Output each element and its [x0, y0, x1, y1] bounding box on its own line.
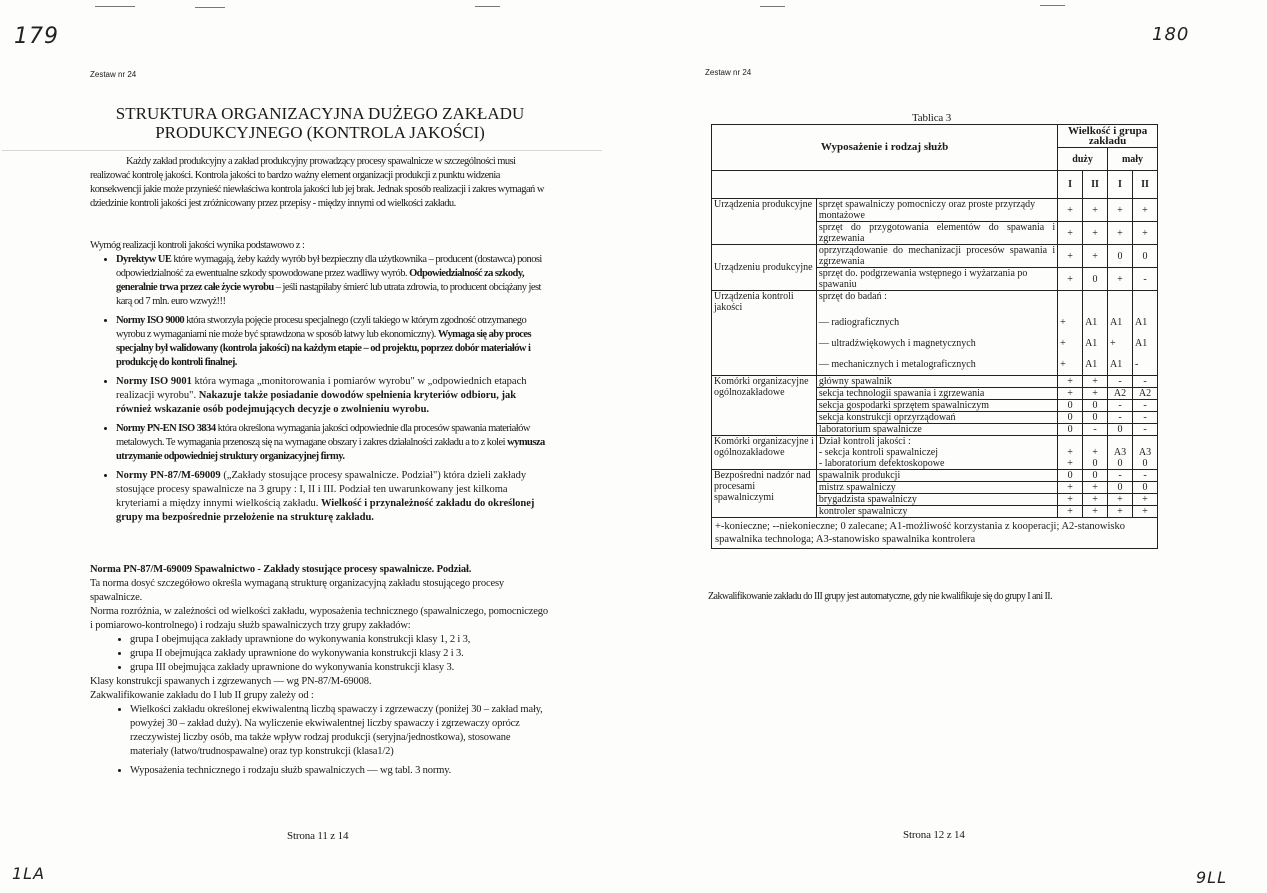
row-item: sprzęt spawalniczy pomocniczy oraz proste przyrządy montażowe — [816, 199, 1057, 222]
row-value: 0 — [1083, 411, 1108, 423]
title-line-2: PRODUKCYJNEGO (KONTROLA JAKOŚCI) — [155, 123, 485, 142]
row-value: - — [1132, 411, 1157, 423]
group-item: • grupa III obejmująca zakłady uprawnione do wykonywania konstrukcji klasy 3. — [130, 661, 552, 675]
row-value: - — [1132, 399, 1157, 411]
table-header-group: II — [1083, 171, 1108, 199]
scan-artifact — [2, 150, 602, 151]
row-value: + — [1132, 505, 1157, 517]
norma-heading: Norma PN-87/M-69009 Spawalnictwo - Zakłady stosujące procesy spawalnicze. Podział. — [90, 564, 472, 575]
row-item: sekcja technologii spawania i zgrzewania — [816, 387, 1057, 399]
row-value: 0 — [1058, 469, 1083, 481]
row-value: + — [1132, 493, 1157, 505]
row-item: sekcja konstrukcji oprzyrządowań — [816, 411, 1057, 423]
row-value: + — [1108, 268, 1133, 291]
bullet-pn-87-m-69009: • Normy PN-87/M-69009 („Zakłady stosujące procesy spawalnicze. Podział") która dzieli zakłady stosujące procesy spawalnicze na 3 grupy : I, II i III. Podział ten uwarunkowany jest kilkoma kryteriami a między innymi wielkością zakładu. Wielkość i przynależność zakładu do określonej grupy ma bezpośrednie przełożenie na strukturę zakładu. — [116, 469, 552, 525]
norma-paragraph-2: Norma rozróżnia, w zależności od wielkości zakładu, wyposażenia technicznego (spawalniczego, pomocniczego i pomiarowo-kontrolnego) i rodzaju służb spawalniczych trzy grupy zakładów: — [90, 606, 549, 631]
row-value: - — [1083, 423, 1108, 435]
row-value: + — [1083, 199, 1108, 222]
row-value: + — [1083, 493, 1108, 505]
row-value: + — [1132, 199, 1157, 222]
criteria-list — [90, 703, 552, 778]
table-legend: +-konieczne; --niekonieczne; 0 zalecane; A1-możliwość korzystania z kooperacji; A2-stanowisko spawalnika technologa; A3-stanowisko spawalnika kontrolera — [712, 517, 1158, 548]
row-item: sprzęt do przygotowania elementów do spawania i zgrzewania — [816, 222, 1057, 245]
row-value: - — [1132, 268, 1157, 291]
row-value: + — [1058, 268, 1083, 291]
row-value: A1 — [1132, 333, 1157, 354]
table-header-blank — [712, 171, 1058, 199]
bullet-dyrektywy: • Dyrektyw UE które wymagają, żeby każdy wyrób był bezpieczny dla użytkownika – producent (dostawca) ponosi odpowiedzialność za ewentualne szkody spowodowane przez wadliwy wyrób. Odpowiedzialność za szkody, generalnie trwa przez całe życie wyrobu – jeśli nastąpiłaby śmierć lub utrata zdrowia, to producent obciążany jest karą od 7 mln. euro wzwyż!!! — [116, 253, 552, 309]
row-value: - — [1132, 354, 1157, 375]
row-value — [1132, 291, 1157, 313]
row-value: A2 — [1108, 387, 1133, 399]
group-item: • grupa I obejmująca zakłady uprawnione do wykonywania konstrukcji klasy 1, 2 i 3, — [130, 633, 552, 647]
row-item: — ultradźwiękowych i magnetycznych — [816, 333, 1057, 354]
row-value: A1 — [1083, 333, 1108, 354]
row-item: sprzęt do. podgrzewania wstępnego i wyżarzania po spawaniu — [816, 268, 1057, 291]
row-value: + — [1108, 505, 1133, 517]
row-value: A1 — [1083, 354, 1108, 375]
row-value: A1 — [1108, 312, 1133, 333]
row-value: + + — [1058, 435, 1083, 469]
row-value — [1108, 291, 1133, 313]
row-value: + — [1132, 222, 1157, 245]
criteria-item: • Wielkości zakładu określonej ekwiwalentną liczbą spawaczy i zgrzewaczy (poniżej 30 – zakład mały, powyżej 30 – zakład duży). Na wyliczenie ekwiwalentnej liczby spawaczy i zgrzewaczy oprócz rzeczywistej liczby osób, ma także wpływ rodzaj produkcji (seryjna/jednostkowa), stosowane materiały (łatwo/trudnospawalne) oraz typ konstrukcji (klasa1/2) — [130, 703, 548, 759]
row-value: 0 — [1108, 481, 1133, 493]
row-value: + — [1083, 505, 1108, 517]
row-value: + — [1058, 312, 1083, 333]
title-line-1: STRUKTURA ORGANIZACYJNA DUŻEGO ZAKŁADU — [115, 104, 525, 123]
row-item: brygadzista spawalniczy — [816, 493, 1057, 505]
row-value: + — [1058, 481, 1083, 493]
row-value: + — [1083, 222, 1108, 245]
table-header-duzy: duży — [1058, 148, 1108, 171]
norma-section — [90, 563, 552, 778]
row-item: Dział kontroli jakości : - sekcja kontroli spawalniczej - laboratorium defektoskopowe — [816, 435, 1057, 469]
page-number-left: 179 — [14, 24, 59, 49]
table-header-maly: mały — [1108, 148, 1158, 171]
page-number-right: 180 — [1152, 24, 1190, 45]
row-value: - — [1108, 375, 1133, 387]
document-title — [90, 104, 550, 142]
row-value: A1 — [1083, 312, 1108, 333]
norma-paragraph-1: Ta norma dosyć szczegółowo określa wymaganą strukturę organizacyjną zakładu stosującego procesy spawalnicze. — [90, 578, 504, 603]
row-item: spawalnik produkcji — [816, 469, 1057, 481]
row-value: 0 — [1108, 245, 1133, 268]
table-caption: Tablica 3 — [912, 112, 952, 124]
row-value: + — [1108, 493, 1133, 505]
row-value: + — [1108, 333, 1133, 354]
requirements-lead: Wymóg realizacji kontroli jakości wynika podstawowo z : — [90, 240, 305, 251]
row-category: Urządzeniu produkcyjne — [712, 245, 817, 291]
row-value: + — [1083, 375, 1108, 387]
row-item: kontroler spawalniczy — [816, 505, 1057, 517]
row-value: 0 — [1058, 411, 1083, 423]
row-category: Komórki organizacyjne i ogólnozakładowe — [712, 435, 817, 469]
row-item: oprzyrządowanie do mechanizacji procesów spawania i zgrzewania — [816, 245, 1057, 268]
table-row — [712, 435, 1158, 469]
table-header-group: I — [1108, 171, 1133, 199]
criteria-item: • Wyposażenia technicznego i rodzaju służb spawalniczych — wg tabl. 3 normy. — [130, 764, 548, 778]
row-value: 0 — [1083, 469, 1108, 481]
scan-artifact — [760, 6, 785, 7]
row-value: 0 — [1058, 423, 1083, 435]
row-item: sekcja gospodarki sprzętem spawalniczym — [816, 399, 1057, 411]
table-row — [712, 291, 1158, 313]
table-legend-row — [712, 517, 1158, 548]
row-value: + — [1058, 245, 1083, 268]
right-page-header: Zestaw nr 24 — [705, 68, 752, 77]
row-value: - — [1108, 411, 1133, 423]
row-value: 0 — [1132, 245, 1157, 268]
row-value: + — [1058, 505, 1083, 517]
row-category: Komórki organizacyjne ogólnozakładowe — [712, 375, 817, 435]
row-value: - — [1108, 399, 1133, 411]
table-header-group: II — [1132, 171, 1157, 199]
qualification-line: Zakwalifikowanie zakładu do I lub II grupy zależy od : — [90, 690, 314, 701]
row-item: — mechanicznych i metalograficznych — [816, 354, 1057, 375]
qualification-note: Zakwalifikowanie zakładu do III grupy jest automatyczne, gdy nie kwalifikuje się do grupy I ani II. — [708, 591, 1053, 602]
row-value: A3 0 — [1132, 435, 1157, 469]
equipment-table — [711, 124, 1158, 549]
row-value: + — [1058, 375, 1083, 387]
row-category: Urządzenia kontroli jakości — [712, 291, 817, 376]
row-item: — radiograficznych — [816, 312, 1057, 333]
scan-artifact — [1040, 5, 1065, 6]
row-value: + — [1058, 493, 1083, 505]
row-category: Bezpośredni nadzór nad procesami spawalniczymi — [712, 469, 817, 517]
bottom-right-mark: 9LL — [1196, 868, 1228, 887]
row-value: 0 — [1083, 268, 1108, 291]
groups-list — [90, 633, 552, 675]
row-value: 0 — [1058, 399, 1083, 411]
table-row — [712, 199, 1158, 222]
row-value: - — [1108, 469, 1133, 481]
row-item: laboratorium spawalnicze — [816, 423, 1057, 435]
intro-paragraph: Każdy zakład produkcyjny a zakład produkcyjny prowadzący procesy spawalnicze w szczególności musi realizować kontrolę jakości. Kontrola jakości to bardzo ważny element organizacji produkcji z punktu widzenia konsekwencji jakie może przynieść niewłaściwa kontrola jakości lub jej brak. Jednak sposób realizacji i zakres wymagań w dziedzinie kontroli jakości jest zróżnicowany przez przepisy - między innymi od wielkości zakładu. — [90, 156, 544, 209]
table-header-group: I — [1058, 171, 1083, 199]
row-value: - — [1132, 469, 1157, 481]
row-value — [1083, 291, 1108, 313]
row-value: - — [1132, 423, 1157, 435]
left-page-header: Zestaw nr 24 — [90, 70, 137, 79]
row-value: + — [1083, 387, 1108, 399]
bullet-iso-9001: • Normy ISO 9001 która wymaga „monitorowania i pomiarów wyrobu" w „odpowiednich etapach realizacji wyrobu". Nakazuje także posiadanie dowodów spełnienia kryteriów odbioru, jak również wskazanie osób podejmujących decyzje o zwolnieniu wyrobu. — [116, 375, 552, 417]
equipment-table-wrapper — [711, 124, 1158, 549]
table-row — [712, 245, 1158, 268]
bottom-left-mark: 1LA — [12, 864, 46, 883]
group-item: • grupa II obejmująca zakłady uprawnione do wykonywania konstrukcji klasy 2 i 3. — [130, 647, 552, 661]
table-row — [712, 469, 1158, 481]
scan-artifact — [95, 6, 135, 7]
row-value: 0 — [1108, 423, 1133, 435]
table-header-size-group: Wielkość i grupa zakładu — [1058, 125, 1158, 148]
row-value: A3 0 — [1108, 435, 1133, 469]
row-value — [1058, 291, 1083, 313]
left-page-footer: Strona 11 z 14 — [287, 830, 349, 842]
row-value: + — [1108, 222, 1133, 245]
row-item: sprzęt do badań : — [816, 291, 1057, 313]
row-value: 0 — [1132, 481, 1157, 493]
row-value: + — [1058, 333, 1083, 354]
row-value: + — [1083, 481, 1108, 493]
row-value: + — [1058, 387, 1083, 399]
bullet-iso-9000: • Normy ISO 9000 która stworzyła pojęcie procesu specjalnego (czyli takiego w którym zgodność otrzymanego wyrobu z wymaganiami nie może być sprawdzona w sposób łatwy lub ekonomiczny). Wymaga się aby proces specjalny był walidowany (kontrola jakości) na każdym etapie – od projektu, poprzez dobór materiałów i produkcję do kontroli finalnej. — [116, 314, 552, 370]
row-item: główny spawalnik — [816, 375, 1057, 387]
row-item: mistrz spawalniczy — [816, 481, 1057, 493]
row-value: 0 — [1083, 399, 1108, 411]
row-value: - — [1132, 375, 1157, 387]
row-value: + — [1058, 222, 1083, 245]
row-value: + 0 — [1083, 435, 1108, 469]
row-value: A1 — [1132, 312, 1157, 333]
row-value: A2 — [1132, 387, 1157, 399]
scan-artifact — [475, 6, 500, 7]
requirements-list — [90, 253, 552, 525]
classes-line: Klasy konstrukcji spawanych i zgrzewanych — wg PN-87/M-69008. — [90, 676, 372, 687]
row-value: + — [1083, 245, 1108, 268]
row-value: + — [1058, 354, 1083, 375]
row-value: + — [1058, 199, 1083, 222]
table-header-equipment: Wyposażenie i rodzaj służb — [712, 125, 1058, 171]
right-page-footer: Strona 12 z 14 — [903, 829, 965, 841]
row-value: A1 — [1108, 354, 1133, 375]
table-row — [712, 375, 1158, 387]
scan-artifact — [195, 7, 225, 8]
requirements-bullets — [90, 253, 552, 525]
row-value: + — [1108, 199, 1133, 222]
row-category: Urządzenia produkcyjne — [712, 199, 817, 245]
bullet-pn-en-iso-3834: • Normy PN-EN ISO 3834 która określona wymagania jakości odpowiednie dla procesów spawania materiałów metalowych. Te wymagania przenoszą się na wymagane obszary i zakres działalności zakładu a to z kolei wymusza utrzymanie odpowiedniej struktury organizacyjnej firmy. — [116, 422, 552, 464]
